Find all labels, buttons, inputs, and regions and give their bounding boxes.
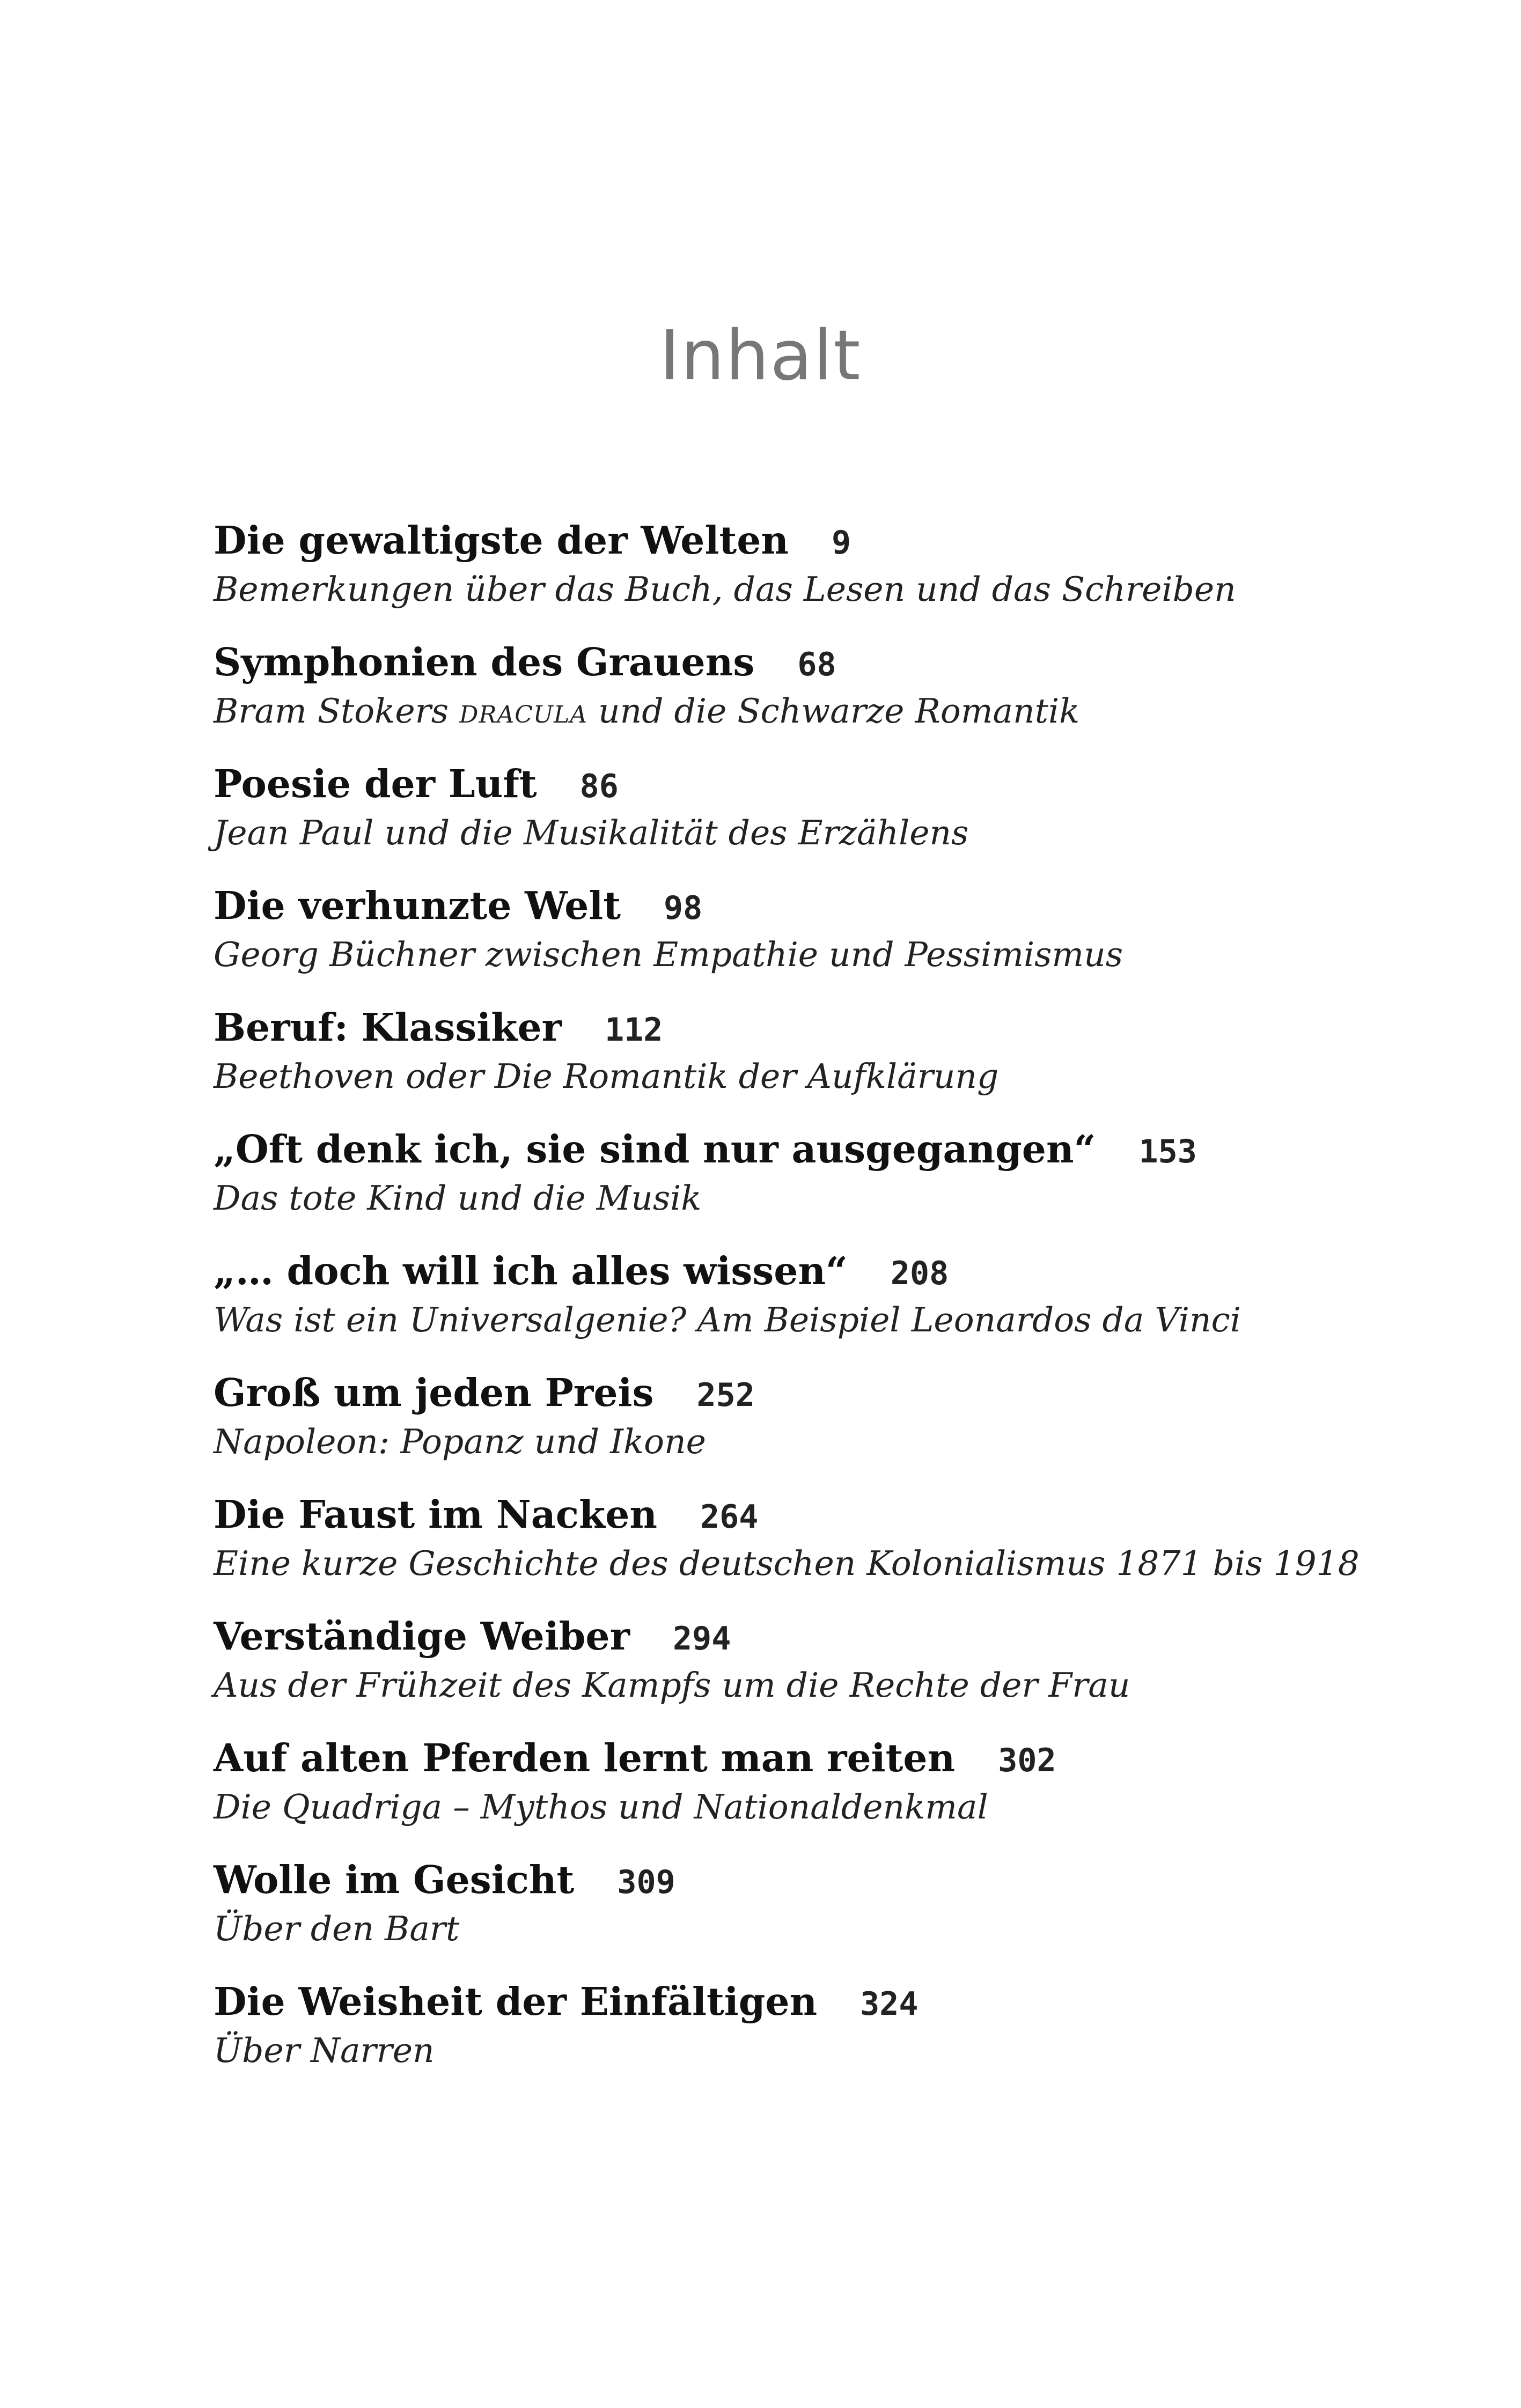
toc-entry-title-line: [214, 1730, 1340, 1786]
toc-entry-title: „… doch will ich alles wissen“: [214, 1248, 848, 1293]
toc-entry-title-line: [214, 756, 1340, 812]
toc-entry-page-number: 264: [700, 1498, 759, 1536]
toc-entry: [214, 1486, 1360, 1608]
toc-entry-page-number: 208: [890, 1255, 949, 1292]
toc-entry-page-number: 309: [617, 1864, 675, 1901]
toc-entry-title: Die Faust im Nacken: [214, 1492, 658, 1537]
toc-entry-title-line: [214, 999, 1340, 1055]
table-of-contents: [214, 512, 1360, 2095]
toc-entry-title: Symphonien des Grauens: [214, 639, 755, 684]
toc-entry-title-line: [214, 878, 1340, 933]
toc-entry-title-line: [214, 634, 1340, 690]
toc-entry: [214, 1608, 1340, 1730]
toc-entry-page-number: 98: [664, 889, 703, 927]
toc-entry-title: Die verhunzte Welt: [214, 883, 621, 928]
toc-entry-subtitle: Über Narren: [214, 2031, 435, 2070]
toc-entry-subtitle: Was ist ein Universalgenie? Am Beispiel Leonardos da Vinci: [214, 1300, 1241, 1339]
toc-entry-subtitle: Beethoven oder Die Romantik der Aufklärung: [214, 1057, 999, 1096]
toc-entry: [214, 1973, 1340, 2095]
toc-entry-subtitle-smallcaps: DRACULA: [459, 701, 588, 728]
toc-entry-subtitle: Napoleon: Popanz und Ikone: [214, 1422, 706, 1461]
toc-entry-title-line: [214, 1365, 1340, 1420]
toc-entry-page-number: 252: [696, 1376, 755, 1414]
toc-entry-subtitle: Eine kurze Geschichte des deutschen Kolonialismus 1871 bis 1918: [214, 1544, 1360, 1583]
toc-entry-title-line: [214, 1973, 1340, 2029]
toc-entry-page-number: 294: [673, 1620, 731, 1658]
toc-entry-title: Poesie der Luft: [214, 761, 537, 806]
toc-entry: [214, 1852, 1340, 1973]
toc-entry-subtitle: [214, 690, 1340, 737]
page-title: Inhalt: [659, 316, 862, 396]
toc-entry-page-number: 153: [1138, 1133, 1197, 1170]
toc-entry-title: Die gewaltigste der Welten: [214, 518, 789, 563]
toc-entry-page-number: 302: [998, 1742, 1056, 1779]
toc-entry-title-line: [214, 512, 1340, 568]
toc-entry: [214, 634, 1340, 756]
toc-entry-title-line: [214, 1243, 1340, 1299]
toc-entry-title: Wolle im Gesicht: [214, 1857, 575, 1902]
toc-entry: [214, 999, 1340, 1121]
toc-entry-title: Die Weisheit der Einfältigen: [214, 1979, 818, 2024]
toc-entry-title-line: [214, 1121, 1340, 1177]
toc-entry: [214, 1121, 1340, 1243]
toc-entry: [214, 1730, 1340, 1852]
toc-entry: [214, 512, 1340, 634]
toc-entry-page-number: 68: [797, 646, 836, 683]
toc-entry-title: „Oft denk ich, sie sind nur ausgegangen“: [214, 1126, 1096, 1172]
toc-entry: [214, 756, 1340, 878]
toc-entry-page-number: 324: [860, 1985, 919, 2023]
toc-entry-title: Verständige Weiber: [214, 1614, 630, 1659]
toc-entry-page-number: 112: [605, 1011, 663, 1049]
toc-entry-subtitle: Bemerkungen über das Buch, das Lesen und das Schreiben: [214, 570, 1236, 609]
toc-entry-subtitle: Über den Bart: [214, 1909, 460, 1948]
toc-entry-title-line: [214, 1608, 1340, 1664]
toc-entry-title-line: [214, 1852, 1340, 1908]
toc-entry-page-number: 86: [579, 768, 619, 805]
toc-entry-subtitle: Das tote Kind und die Musik: [214, 1179, 702, 1218]
toc-entry: [214, 1243, 1340, 1365]
toc-entry-subtitle: Jean Paul und die Musikalität des Erzählens: [214, 813, 969, 852]
toc-entry-subtitle-part: Bram Stokers: [214, 691, 460, 731]
toc-entry-title: Beruf: Klassiker: [214, 1005, 562, 1050]
toc-entry-page-number: 9: [832, 524, 851, 562]
toc-entry: [214, 1365, 1340, 1486]
toc-entry-title: Groß um jeden Preis: [214, 1370, 654, 1415]
toc-entry-title-line: [214, 1486, 1340, 1542]
toc-entry-title: Auf alten Pferden lernt man reiten: [214, 1735, 956, 1780]
toc-entry-subtitle: Aus der Frühzeit des Kampfs um die Rechte der Frau: [214, 1666, 1130, 1705]
toc-entry: [214, 878, 1340, 999]
toc-entry-subtitle: Georg Büchner zwischen Empathie und Pessimismus: [214, 935, 1123, 974]
toc-entry-subtitle: Die Quadriga – Mythos und Nationaldenkmal: [214, 1787, 988, 1827]
toc-entry-subtitle-part: und die Schwarze Romantik: [587, 691, 1080, 731]
